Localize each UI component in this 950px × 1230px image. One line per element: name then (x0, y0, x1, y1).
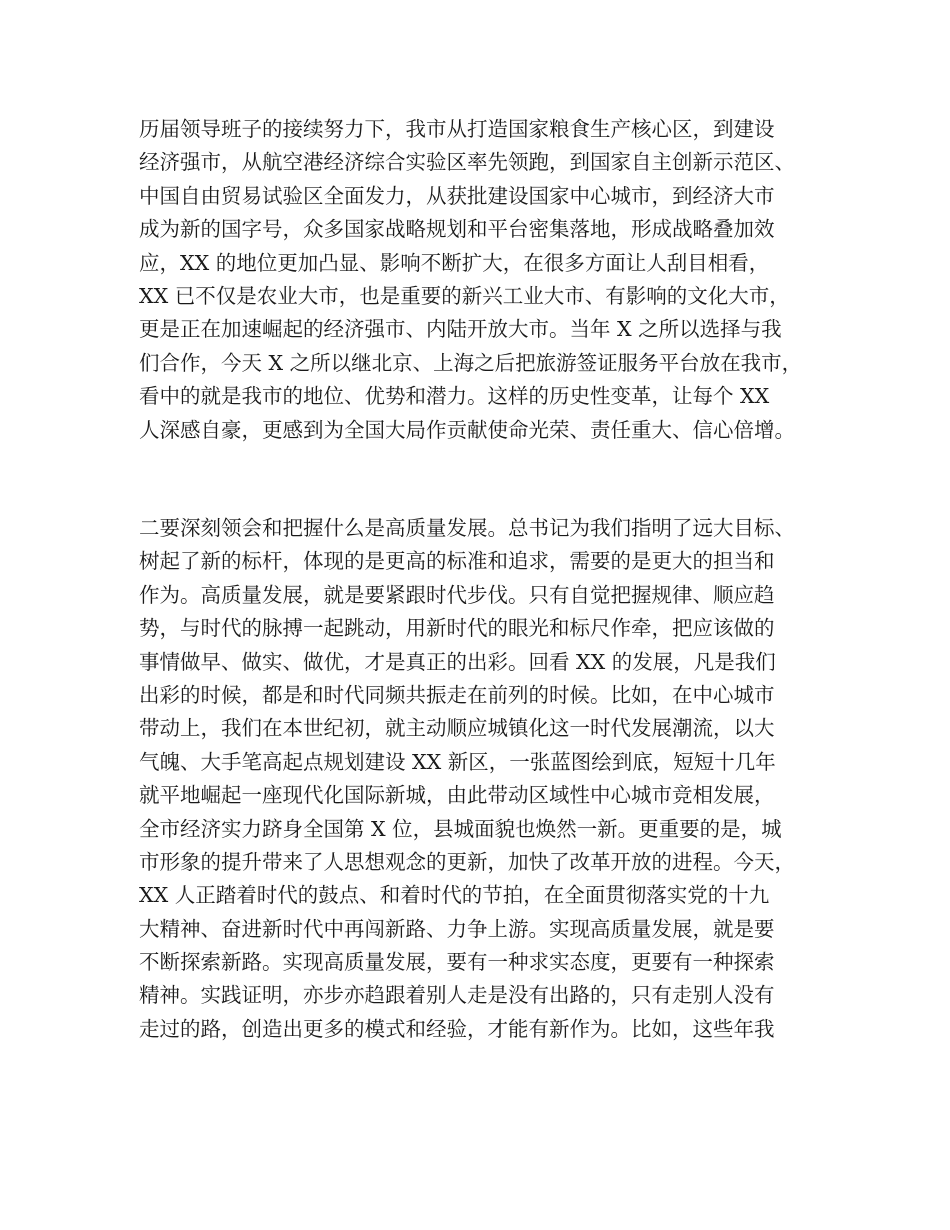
text-line: 出彩的时候，都是和时代同频共振走在前列的时候。比如，在中心城市 (139, 682, 775, 707)
text-line: 作为。高质量发展，就是要紧跟时代步伐。只有自觉把握规律、顺应趋 (139, 582, 775, 607)
text-line: 不断探索新路。实现高质量发展，要有一种求实态度，更要有一种探索 (139, 950, 775, 975)
text-line: 成为新的国字号，众多国家战略规划和平台密集落地，形成战略叠加效 (139, 217, 775, 242)
text-line: XX 人正踏着时代的鼓点、和着时代的节拍，在全面贯彻落实党的十九 (139, 883, 770, 908)
text-line: 大精神、奋进新时代中再闯新路、力争上游。实现高质量发展，就是要 (139, 916, 775, 941)
text-line: 气魄、大手笔高起点规划建设 XX 新区，一张蓝图绘到底，短短十几年 (139, 749, 776, 774)
text-line: 精神。实践证明，亦步亦趋跟着别人走是没有出路的，只有走别人没有 (139, 983, 775, 1008)
text-line: 人深感自豪，更感到为全国大局作贡献使命光荣、责任重大、信心倍增。 (139, 417, 795, 442)
text-line: 就平地崛起一座现代化国际新城，由此带动区域性中心城市竞相发展， (139, 783, 775, 808)
text-line: 更是正在加速崛起的经济强市、内陆开放大市。当年 X 之所以选择与我 (139, 317, 782, 342)
paragraph-1 (139, 113, 829, 447)
text-line: 经济强市，从航空港经济综合实验区率先领跑，到国家自主创新示范区、 (139, 150, 795, 175)
text-line: 市形象的提升带来了人思想观念的更新，加快了改革开放的进程。今天， (139, 849, 795, 874)
text-line: XX 已不仅是农业大市，也是重要的新兴工业大市、有影响的文化大市， (139, 283, 790, 308)
text-line: 们合作，今天 X 之所以继北京、上海之后把旅游签证服务平台放在我市， (139, 350, 803, 375)
text-line: 全市经济实力跻身全国第 X 位，县城面貌也焕然一新。更重要的是，城 (139, 816, 782, 841)
text-line: 二要深刻领会和把握什么是高质量发展。总书记为我们指明了远大目标、 (139, 516, 795, 540)
paragraph-2 (139, 512, 829, 1046)
text-line: 历届领导班子的接续努力下，我市从打造国家粮食生产核心区，到建设 (139, 117, 775, 141)
text-line: 带动上，我们在本世纪初，就主动顺应城镇化这一时代发展潮流，以大 (139, 716, 775, 741)
text-line: 事情做早、做实、做优，才是真正的出彩。回看 XX 的发展，凡是我们 (139, 649, 776, 674)
text-line: 势，与时代的脉搏一起跳动，用新时代的眼光和标尺作牵，把应该做的 (139, 616, 775, 641)
text-line: 应，XX 的地位更加凸显、影响不断扩大，在很多方面让人刮目相看， (139, 250, 770, 275)
text-line: 树起了新的标杆，体现的是更高的标准和追求，需要的是更大的担当和 (139, 549, 775, 574)
text-line: 看中的就是我市的地位、优势和潜力。这样的历史性变革，让每个 XX (139, 384, 770, 409)
text-line: 中国自由贸易试验区全面发力，从获批建设国家中心城市，到经济大市 (139, 183, 775, 208)
text-line: 走过的路，创造出更多的模式和经验，才能有新作为。比如，这些年我 (139, 1016, 775, 1041)
